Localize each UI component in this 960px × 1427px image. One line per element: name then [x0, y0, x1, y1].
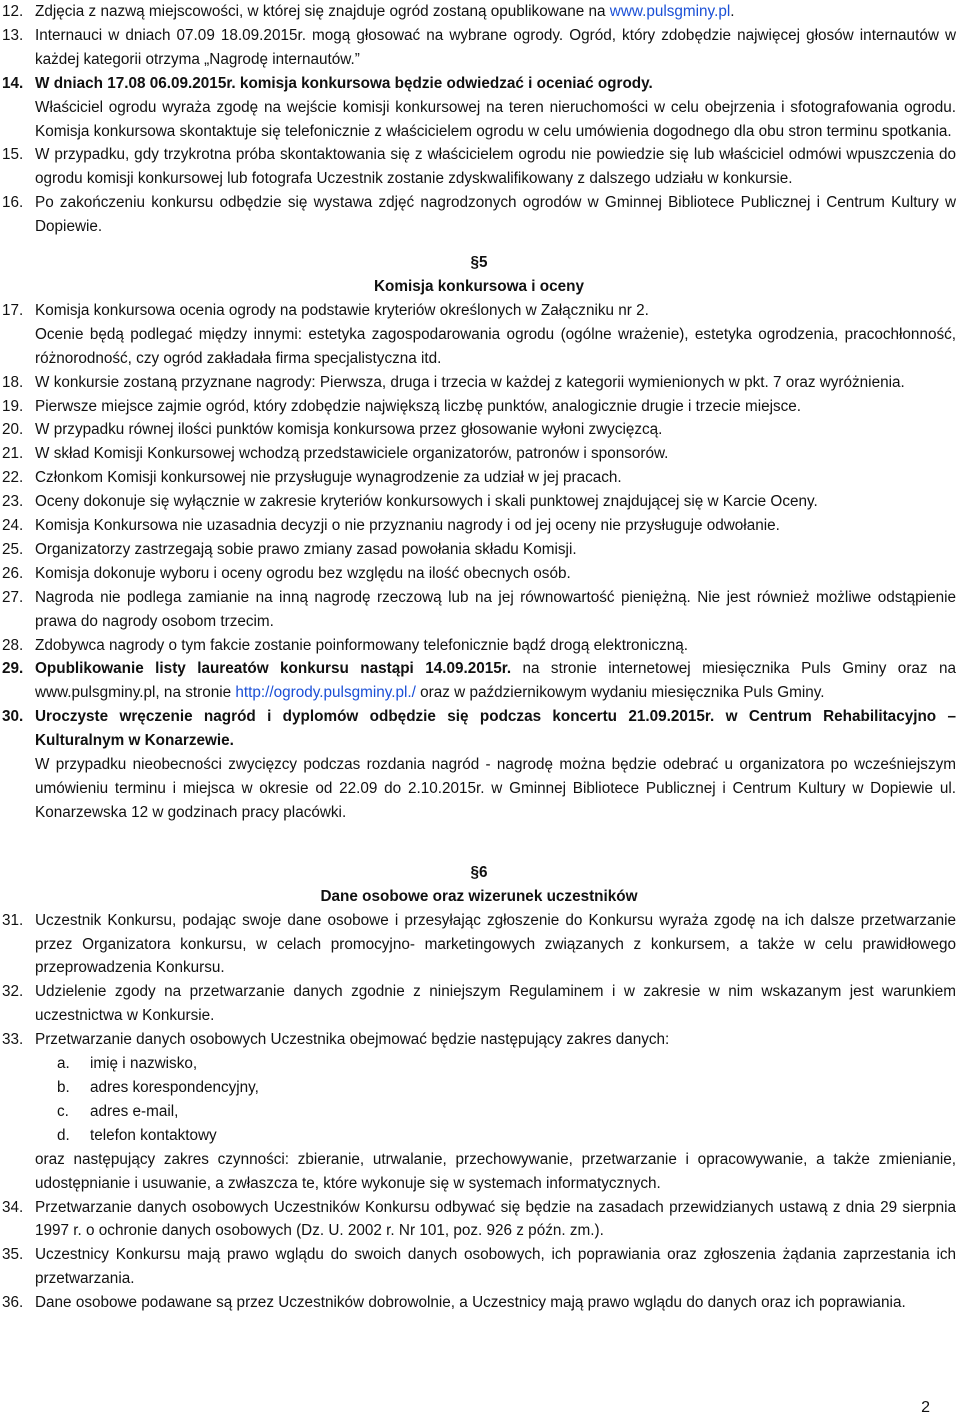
- item-number: 21.: [2, 445, 24, 463]
- item-number: 32.: [2, 983, 24, 1001]
- list-item-15: [2, 143, 956, 191]
- item-text: Dane osobowe podawane są przez Uczestników dobrowolnie, a Uczestnicy mają prawo wglądu do danych oraz ich poprawiania.: [35, 1294, 906, 1312]
- website-link[interactable]: www.pulsgminy.pl: [609, 3, 731, 20]
- item-text: Komisja dokonuje wyboru i oceny ogrodu bez względu na ilość obecnych osób.: [35, 564, 571, 582]
- item-text: Nagroda nie podlega zamianie na inną nagrodę rzeczową lub na jej równowartość pieniężną. Nie jest również możliwe odstąpienie prawa do nagrody osobom trzecim.: [35, 588, 956, 630]
- list-item-22: [2, 466, 956, 490]
- item-text: Przetwarzanie danych osobowych Uczestników Konkursu odbywać się będzie na zasadach przewidzianych ustawą z dnia 29 sierpnia 1997 r. o ochronie danych osobowych (Dz. U. 2002 r. Nr 101, poz. 926 z późn. zm.).: [35, 1198, 956, 1240]
- list-item-33: [2, 1028, 956, 1052]
- section-title: Komisja konkursowa i oceny: [374, 277, 584, 295]
- list-item-25: [2, 538, 956, 562]
- list-item-34: [2, 1196, 956, 1244]
- list-item-19: [2, 395, 956, 419]
- item-text: Po zakończeniu konkursu odbędzie się wystawa zdjęć nagrodzonych ogrodów w Gminnej Bibliotece Publicznej i Centrum Kultury w Dopiewie.: [35, 194, 956, 236]
- item-continuation: W przypadku nieobecności zwycięzcy podczas rozdania nagród - nagrodę można będzie odebrać u organizatora po wcześniejszym umówieniu terminu i miejsca w okresie od 22.09 do 2.10.2015r. w Gminnej Bibliotece Publicznej i Centrum Kultury w Dopiewie ul. Konarzewska 12 w godzinach pracy placówki.: [35, 756, 956, 821]
- sub-item-text: telefon kontaktowy: [90, 1126, 217, 1144]
- item-number: 17.: [2, 301, 24, 319]
- section-number: §5: [470, 254, 488, 272]
- list-item-31: [2, 909, 956, 981]
- item-bold-text: Opublikowanie listy laureatów konkursu nastąpi 14.09.2015r.: [35, 660, 512, 678]
- list-item-23: [2, 490, 956, 514]
- sub-item-b: [2, 1076, 956, 1100]
- item-number: 23.: [2, 493, 24, 511]
- list-item-30: [2, 705, 956, 753]
- item-number: 27.: [2, 588, 24, 606]
- list-item-17: [2, 299, 956, 323]
- list-item-16: [2, 191, 956, 239]
- item-text: Pierwsze miejsce zajmie ogród, który zdobędzie największą liczbę punktów, analogicznie drugie i trzecie miejsce.: [35, 397, 802, 415]
- sub-item-letter: b.: [57, 1078, 70, 1096]
- item-text: Oceny dokonuje się wyłącznie w zakresie kryteriów konkursowych i skali punktowej znajdującej się w Karcie Oceny.: [35, 493, 818, 511]
- item-text: W przypadku, gdy trzykrotna próba skontaktowania się z właścicielem ogrodu nie powiedzie się lub właściciel odmówi wpuszczenia do ogrodu komisji konkursowej lub fotografa Uczestnik zostanie zdyskwalifikowany z dalszego udziału w konkursie.: [35, 146, 956, 188]
- sub-item-letter: a.: [57, 1055, 70, 1073]
- sub-item-text: imię i nazwisko,: [90, 1055, 198, 1073]
- list-item-13: [2, 24, 956, 72]
- item-text: Przetwarzanie danych osobowych Uczestnika obejmować będzie następujący zakres danych:: [35, 1031, 670, 1049]
- ogrody-link[interactable]: http://ogrody.pulsgminy.pl./: [235, 684, 416, 702]
- item-text: W konkursie zostaną przyznane nagrody: Pierwsza, druga i trzecia w każdej z kategorii wymienionych w pkt. 7 oraz wyróżnienia.: [35, 373, 905, 391]
- sub-item-letter: d.: [57, 1126, 70, 1144]
- page-number: 2: [921, 1399, 930, 1416]
- item-continuation: oraz następujący zakres czynności: zbieranie, utrwalanie, przechowywanie, przetwarzanie i opracowywanie, a także zmienianie, udostępnianie i usuwanie, a zwłaszcza te, które wykonuje się w systemach informatycznych.: [35, 1150, 956, 1192]
- list-item-26: [2, 562, 956, 586]
- sub-item-a: [2, 1052, 956, 1076]
- list-item-24: [2, 514, 956, 538]
- section-title: Dane osobowe oraz wizerunek uczestników: [320, 887, 638, 905]
- item-text: Zdjęcia z nazwą miejscowości, w której się znajduje ogród zostaną opublikowane na: [35, 3, 610, 20]
- item-bold-text: Uroczyste wręczenie nagród i dyplomów odbędzie się podczas koncertu 21.09.2015r. w Centrum Rehabilitacyjno – Kulturalnym w Konarzewie.: [35, 708, 956, 750]
- list-item-18: [2, 371, 956, 395]
- item-number: 31.: [2, 911, 24, 929]
- item-text: Zdobywca nagrody o tym fakcie zostanie poinformowany telefonicznie bądź drogą elektroniczną.: [35, 636, 689, 654]
- list-item-12: 12. Zdjęcia z nazwą miejscowości, w której się znajduje ogród zostaną opublikowane na www.pulsgminy.pl.: [2, 0, 956, 24]
- item-number: 22.: [2, 469, 24, 487]
- list-item-35: [2, 1243, 956, 1291]
- item-number: 15.: [2, 146, 24, 164]
- list-item-27: [2, 586, 956, 634]
- list-item-28: [2, 634, 956, 658]
- item-text: W skład Komisji Konkursowej wchodzą przedstawiciele organizatorów, patronów i sponsorów.: [35, 445, 669, 463]
- list-item-36: [2, 1291, 956, 1315]
- item-text: Komisja Konkursowa nie uzasadnia decyzji o nie przyznaniu nagrody i od jej oceny nie przysługuje odwołanie.: [35, 517, 780, 535]
- item-text: Organizatorzy zastrzegają sobie prawo zmiany zasad powołania składu Komisji.: [35, 540, 577, 558]
- item-continuation: Ocenie będą podlegać między innymi: estetyka zagospodarowania ogrodu (ogólne wrażenie), estetyka ogrodzenia, pracochłonność, różnorodność, czy ogród zakładała firma specjalistyczna itd.: [35, 325, 956, 367]
- item-number: 25.: [2, 540, 24, 558]
- sub-item-d: [2, 1124, 956, 1148]
- item-text: Członkom Komisji konkursowej nie przysługuje wynagrodzenie za udział w jej pracach.: [35, 469, 622, 487]
- sub-item-letter: c.: [57, 1102, 69, 1120]
- sub-item-c: [2, 1100, 956, 1124]
- item-text: Udzielenie zgody na przetwarzanie danych zgodnie z niniejszym Regulaminem i w zakresie w nim wskazanym jest warunkiem uczestnictwa w Konkursie.: [35, 983, 956, 1025]
- item-number: 12.: [2, 3, 24, 20]
- item-text: Uczestnik Konkursu, podając swoje dane osobowe i przesyłając zgłoszenie do Konkursu wyraża zgodę na ich dalsze przetwarzanie przez Organizatora konkursu, w celach promocyjno- marketingowych związanych z konkursem, a także w celu prawidłowego przeprowadzenia Konkursu.: [35, 911, 956, 977]
- item-number: 36.: [2, 1294, 24, 1312]
- item-text: W przypadku równej ilości punktów komisja konkursowa przez głosowanie wyłoni zwycięzcą.: [35, 421, 663, 439]
- item-continuation: Właściciel ogrodu wyraża zgodę na wejście komisji konkursowej na teren nieruchomości w celu obejrzenia i sfotografowania ogrodu. Komisja konkursowa skontaktuje się telefonicznie z właścicielem ogrodu w celu umówienia dogodnego dla obu stron terminu spotkania.: [35, 98, 956, 140]
- item-number: 13.: [2, 26, 24, 44]
- item-text: Komisja konkursowa ocenia ogrody na podstawie kryteriów określonych w Załączniku nr 2.: [35, 301, 649, 319]
- item-number: 24.: [2, 517, 24, 535]
- item-number: 18.: [2, 373, 24, 391]
- item-number: 14.: [2, 74, 24, 92]
- item-number: 34.: [2, 1198, 24, 1216]
- spacer: [2, 239, 956, 251]
- item-number: 19.: [2, 397, 24, 415]
- list-item-21: [2, 442, 956, 466]
- item-number: 33.: [2, 1031, 24, 1049]
- item-text: Uczestnicy Konkursu mają prawo wglądu do swoich danych osobowych, ich poprawiania oraz zgłoszenia żądania zaprzestania ich przetwarzania.: [35, 1246, 956, 1288]
- section-number: §6: [470, 863, 488, 881]
- item-number: 28.: [2, 636, 24, 654]
- list-item-14: [2, 72, 956, 96]
- sub-item-text: adres e-mail,: [90, 1102, 179, 1120]
- item-number: 35.: [2, 1246, 24, 1264]
- list-item-32: [2, 980, 956, 1028]
- item-number: 20.: [2, 421, 24, 439]
- item-number: 29.: [2, 660, 24, 678]
- item-number: 16.: [2, 194, 24, 212]
- list-item-20: [2, 418, 956, 442]
- item-text: Internauci w dniach 07.09 18.09.2015r. mogą głosować na wybrane ogrody. Ogród, który zdobędzie najwięcej głosów internautów w każdej kategorii otrzyma „Nagrodę internautów.”: [35, 26, 956, 68]
- spacer: [2, 825, 956, 861]
- list-item-29: 29. Opublikowanie listy laureatów konkursu nastąpi 14.09.2015r. na stronie internetowej miesięcznika Puls Gminy oraz na www.pulsgminy.pl, na stronie http://ogrody.pulsgminy.pl./ oraz w październikowym wydaniu miesięcznika Puls Gminy.: [2, 657, 956, 705]
- item-bold-text: W dniach 17.08 06.09.2015r. komisja konkursowa będzie odwiedzać i oceniać ogrody.: [35, 74, 653, 92]
- item-number: 30.: [2, 708, 24, 726]
- sub-item-text: adres korespondencyjny,: [90, 1078, 259, 1096]
- item-number: 26.: [2, 564, 24, 582]
